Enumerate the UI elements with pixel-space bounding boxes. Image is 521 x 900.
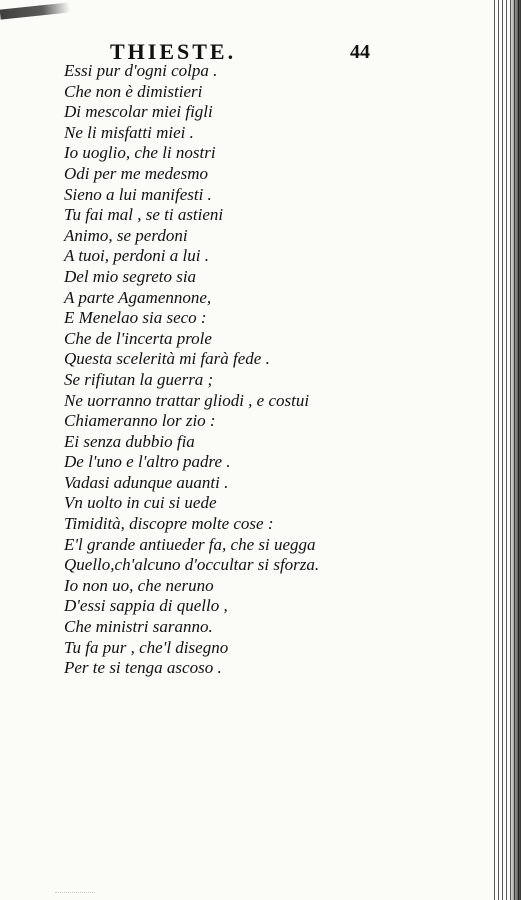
verse-line: Per te si tenga ascoso . — [64, 658, 222, 678]
verse-line: E'l grande antiueder fa, che si uegga — [64, 534, 316, 554]
verse-line: Che non è dimistieri — [64, 81, 203, 101]
running-title: THIESTE. — [110, 39, 237, 64]
verse-line: Questa scelerità mi farà fede . — [64, 349, 270, 369]
page-edge-shadow — [511, 0, 521, 900]
verse-line: Ei senza dubbio fia — [64, 431, 195, 451]
verse-line: Odi per me medesmo — [64, 163, 208, 183]
verse-line: Animo, se perdoni — [64, 225, 188, 245]
verse-line: Tu fai mal , se ti astieni — [64, 205, 224, 225]
ink-smudge — [0, 2, 70, 19]
verse-line: Del mio segreto sia — [64, 266, 197, 286]
verse-line: Chiameranno lor zio : — [64, 411, 216, 431]
verse-line: Vn uolto in cui si uede — [64, 493, 217, 513]
verse-line: A parte Agamennone, — [64, 287, 212, 307]
verse-line: De l'uno e l'altro padre . — [64, 452, 231, 472]
verse-line: Timidità, discopre molte cose : — [64, 514, 274, 534]
paper-speck — [55, 884, 95, 893]
verse-line: A tuoi, perdoni a lui . — [64, 246, 209, 266]
verse-line: Tu fa pur , che'l disegno — [64, 637, 229, 657]
verse-line: Vadasi adunque auanti . — [64, 472, 229, 492]
verse-line: D'essi sappia di quello , — [64, 596, 228, 616]
verse-line: Che de l'incerta prole — [64, 328, 212, 348]
verse-line: Di mescolar miei figli — [64, 102, 213, 122]
verse-line: Se rifiutan la guerra ; — [64, 369, 214, 389]
verse-line: E Menelao sia seco : — [64, 308, 207, 328]
verse-line: Ne li misfatti miei . — [64, 122, 194, 142]
page-number: 44 — [350, 41, 370, 63]
verse-block — [64, 61, 319, 679]
verse-line: Ne uorranno trattar gliodi , e costui — [64, 390, 310, 410]
verse-line: Io non uo, che neruno — [64, 575, 214, 595]
verse-line: Sieno a lui manifesti . — [64, 184, 212, 204]
verse-line: Io uoglio, che li nostri — [64, 143, 216, 163]
verse-line: Quello,ch'alcuno d'occultar si sforza. — [64, 555, 320, 575]
verse-line: Che ministri saranno. — [64, 617, 213, 637]
verse-line: Essi pur d'ogni colpa . — [64, 61, 218, 80]
